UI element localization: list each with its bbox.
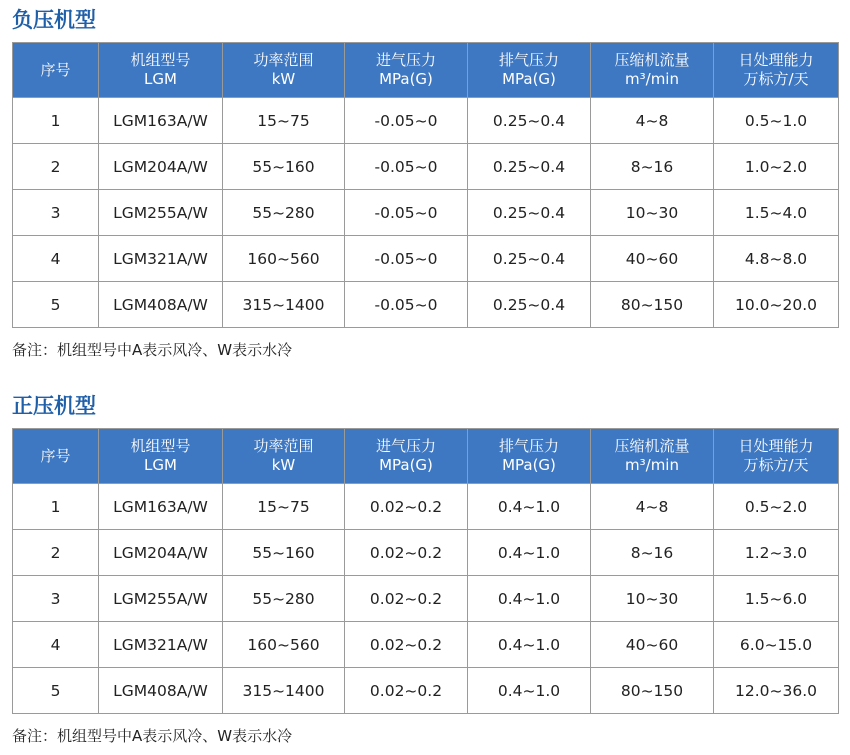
cell-daily-capacity: 1.5~4.0 [714, 190, 839, 236]
cell-power: 55~280 [223, 576, 345, 622]
cell-index: 5 [13, 282, 99, 328]
cell-index: 2 [13, 530, 99, 576]
cell-inlet-pressure: 0.02~0.2 [345, 622, 468, 668]
negative-section-title: 负压机型 [12, 8, 96, 32]
cell-daily-capacity: 4.8~8.0 [714, 236, 839, 282]
table-row [13, 668, 839, 714]
cell-flow: 80~150 [591, 668, 714, 714]
cell-outlet-pressure: 0.25~0.4 [468, 98, 591, 144]
cell-outlet-pressure: 0.25~0.4 [468, 190, 591, 236]
cell-model: LGM255A/W [99, 576, 223, 622]
cell-index: 3 [13, 190, 99, 236]
positive-table-header [13, 429, 839, 484]
cell-daily-capacity: 6.0~15.0 [714, 622, 839, 668]
cell-outlet-pressure: 0.4~1.0 [468, 576, 591, 622]
cell-inlet-pressure: -0.05~0 [345, 98, 468, 144]
col-header-model: 机组型号 LGM [99, 429, 223, 484]
cell-model: LGM163A/W [99, 484, 223, 530]
cell-outlet-pressure: 0.25~0.4 [468, 236, 591, 282]
cell-inlet-pressure: 0.02~0.2 [345, 484, 468, 530]
cell-flow: 80~150 [591, 282, 714, 328]
positive-table-body [13, 484, 839, 714]
cell-index: 1 [13, 98, 99, 144]
cell-flow: 40~60 [591, 622, 714, 668]
cell-model: LGM408A/W [99, 282, 223, 328]
cell-model: LGM204A/W [99, 530, 223, 576]
cell-model: LGM255A/W [99, 190, 223, 236]
table-row [13, 144, 839, 190]
table-row [13, 190, 839, 236]
negative-note: 备注：机组型号中A表示风冷、W表示水冷 [12, 341, 293, 359]
cell-index: 4 [13, 622, 99, 668]
cell-index: 4 [13, 236, 99, 282]
cell-model: LGM204A/W [99, 144, 223, 190]
negative-table-body [13, 98, 839, 328]
cell-inlet-pressure: 0.02~0.2 [345, 668, 468, 714]
table-row [13, 282, 839, 328]
table-row [13, 484, 839, 530]
positive-note: 备注：机组型号中A表示风冷、W表示水冷 [12, 727, 293, 745]
cell-power: 55~160 [223, 144, 345, 190]
col-header-index: 序号 [13, 429, 99, 484]
cell-inlet-pressure: -0.05~0 [345, 144, 468, 190]
header-row [13, 43, 839, 98]
col-header-daily-capacity: 日处理能力 万标方/天 [714, 43, 839, 98]
col-header-inlet-pressure: 进气压力 MPa(G) [345, 429, 468, 484]
cell-inlet-pressure: 0.02~0.2 [345, 576, 468, 622]
cell-model: LGM321A/W [99, 236, 223, 282]
col-header-flow: 压缩机流量 m³/min [591, 43, 714, 98]
table-row [13, 98, 839, 144]
cell-flow: 8~16 [591, 144, 714, 190]
col-header-index: 序号 [13, 43, 99, 98]
cell-outlet-pressure: 0.4~1.0 [468, 530, 591, 576]
cell-power: 315~1400 [223, 668, 345, 714]
cell-daily-capacity: 10.0~20.0 [714, 282, 839, 328]
cell-index: 3 [13, 576, 99, 622]
table-row [13, 530, 839, 576]
col-header-flow: 压缩机流量 m³/min [591, 429, 714, 484]
cell-power: 15~75 [223, 484, 345, 530]
cell-power: 15~75 [223, 98, 345, 144]
cell-daily-capacity: 1.0~2.0 [714, 144, 839, 190]
col-header-power: 功率范围 kW [223, 429, 345, 484]
cell-flow: 4~8 [591, 484, 714, 530]
col-header-outlet-pressure: 排气压力 MPa(G) [468, 429, 591, 484]
cell-flow: 10~30 [591, 190, 714, 236]
cell-model: LGM163A/W [99, 98, 223, 144]
cell-power: 55~160 [223, 530, 345, 576]
cell-outlet-pressure: 0.4~1.0 [468, 668, 591, 714]
cell-index: 1 [13, 484, 99, 530]
cell-daily-capacity: 1.2~3.0 [714, 530, 839, 576]
cell-flow: 40~60 [591, 236, 714, 282]
cell-inlet-pressure: -0.05~0 [345, 190, 468, 236]
cell-flow: 10~30 [591, 576, 714, 622]
negative-spec-table [12, 42, 839, 328]
positive-spec-table [12, 428, 839, 714]
cell-daily-capacity: 1.5~6.0 [714, 576, 839, 622]
col-header-inlet-pressure: 进气压力 MPa(G) [345, 43, 468, 98]
negative-table-header [13, 43, 839, 98]
cell-daily-capacity: 0.5~1.0 [714, 98, 839, 144]
table-row [13, 236, 839, 282]
header-row [13, 429, 839, 484]
col-header-outlet-pressure: 排气压力 MPa(G) [468, 43, 591, 98]
cell-daily-capacity: 12.0~36.0 [714, 668, 839, 714]
col-header-daily-capacity: 日处理能力 万标方/天 [714, 429, 839, 484]
cell-flow: 8~16 [591, 530, 714, 576]
table-row [13, 576, 839, 622]
cell-power: 55~280 [223, 190, 345, 236]
cell-outlet-pressure: 0.4~1.0 [468, 622, 591, 668]
cell-power: 160~560 [223, 236, 345, 282]
cell-outlet-pressure: 0.4~1.0 [468, 484, 591, 530]
cell-power: 160~560 [223, 622, 345, 668]
cell-outlet-pressure: 0.25~0.4 [468, 282, 591, 328]
cell-flow: 4~8 [591, 98, 714, 144]
cell-daily-capacity: 0.5~2.0 [714, 484, 839, 530]
col-header-power: 功率范围 kW [223, 43, 345, 98]
table-row [13, 622, 839, 668]
cell-model: LGM321A/W [99, 622, 223, 668]
col-header-model: 机组型号 LGM [99, 43, 223, 98]
cell-index: 2 [13, 144, 99, 190]
cell-inlet-pressure: -0.05~0 [345, 236, 468, 282]
cell-model: LGM408A/W [99, 668, 223, 714]
cell-inlet-pressure: 0.02~0.2 [345, 530, 468, 576]
cell-inlet-pressure: -0.05~0 [345, 282, 468, 328]
cell-outlet-pressure: 0.25~0.4 [468, 144, 591, 190]
cell-index: 5 [13, 668, 99, 714]
cell-power: 315~1400 [223, 282, 345, 328]
positive-section-title: 正压机型 [12, 394, 96, 418]
